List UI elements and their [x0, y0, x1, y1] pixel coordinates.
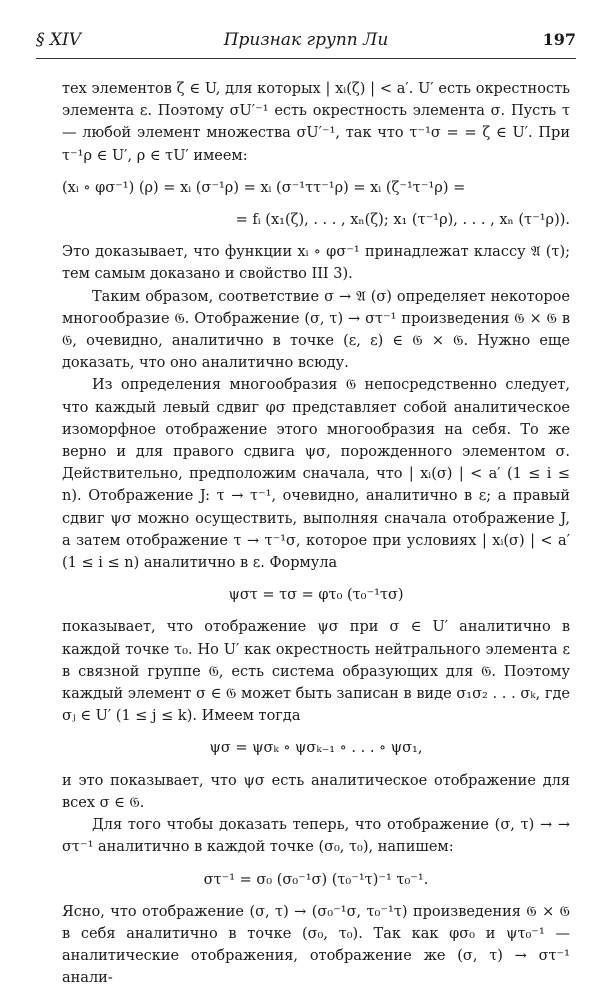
page-body — [62, 78, 570, 990]
paragraph: и это показывает, что ψσ есть аналитическое отображение для всех σ ∈ 𝔊. — [62, 772, 570, 811]
paragraph: Для того чтобы доказать теперь, что отображение (σ, τ) → → στ⁻¹ аналитично в каждой точке (σ₀, τ₀), напишем: — [62, 817, 570, 856]
paragraph: Таким образом, соответствие σ → 𝔄 (σ) определяет некоторое многообразие 𝔊. Отображение (σ, τ) → στ⁻¹ произведения 𝔊 × 𝔊 в 𝔊, очевидно, аналитично в точке (ε, ε) ∈ 𝔊 × 𝔊. Нужно еще доказать, что оно аналитично всюду. — [62, 288, 570, 372]
display-equation: (xᵢ ∘ φσ⁻¹) (ρ) = xᵢ (σ⁻¹ρ) = xᵢ (σ⁻¹ττ⁻¹ρ) = xᵢ (ζ⁻¹τ⁻¹ρ) = — [62, 179, 466, 196]
paragraph: тех элементов ζ ∈ U, для которых | xᵢ(ζ) | < a′. U′ есть окрестность элемента ε. Поэтому σU′⁻¹ есть окрестность элемента σ. Пусть τ — любой элемент множества σU′⁻¹, так что τ⁻¹σ = = ζ ∈ U′. При τ⁻¹ρ ∈ U′, ρ ∈ τU′ имеем: — [62, 81, 570, 164]
display-equation: ψσ = ψσₖ ∘ ψσₖ₋₁ ∘ . . . ∘ ψσ₁, — [209, 740, 423, 757]
paragraph: Из определения многообразия 𝔊 непосредственно следует, что каждый левый сдвиг φσ представляет собой аналитическое изоморфное отображение этого многообразия на себя. То же верно и для правого сдвига ψσ, порожденного элементом σ. Действительно, предположим сначала, что | xᵢ(σ) | < a′ (1 ≤ i ≤ n). Отображение J: τ → τ⁻¹, очевидно, аналитично в ε; а правый сдвиг ψσ можно осуществить, выполняя сначала отображение J, а затем отображение τ → τ⁻¹σ, которое при условиях | xᵢ(σ) | < a′ (1 ≤ i ≤ n) аналитично в ε. Формула — [62, 377, 570, 572]
running-header — [36, 30, 576, 52]
header-rule — [36, 58, 576, 59]
display-equation: = fᵢ (x₁(ζ), . . . , xₙ(ζ); x₁ (τ⁻¹ρ), . . . , xₙ (τ⁻¹ρ)). — [235, 212, 570, 229]
display-equation: ψστ = τσ = φτ₀ (τ₀⁻¹τσ) — [228, 587, 404, 604]
paragraph: Ясно, что отображение (σ, τ) → (σ₀⁻¹σ, τ₀⁻¹τ) произведения 𝔊 × 𝔊 в себя аналитично в точке (σ₀, τ₀). Так как φσ₀ и ψτ₀⁻¹ — аналитические отображения, отображение же (σ, τ) → στ⁻¹ анали- — [62, 903, 570, 987]
running-title: Признак групп Ли — [223, 30, 389, 50]
section-number: § XIV — [36, 30, 81, 50]
paragraph: показывает, что отображение ψσ при σ ∈ U′ аналитично в каждой точке τ₀. Но U′ как окрестность нейтрального элемента ε в связной группе 𝔊, есть система образующих для 𝔊. Поэтому каждый элемент σ ∈ 𝔊 может быть записан в виде σ₁σ₂ . . . σₖ, где σⱼ ∈ U′ (1 ≤ j ≤ k). Имеем тогда — [62, 619, 570, 725]
page-number: 197 — [542, 30, 576, 49]
display-equation: στ⁻¹ = σ₀ (σ₀⁻¹σ) (τ₀⁻¹τ)⁻¹ τ₀⁻¹. — [203, 871, 429, 888]
paragraph: Это доказывает, что функции xᵢ ∘ φσ⁻¹ принадлежат классу 𝔄 (τ); тем самым доказано и свойство III 3). — [62, 244, 570, 283]
